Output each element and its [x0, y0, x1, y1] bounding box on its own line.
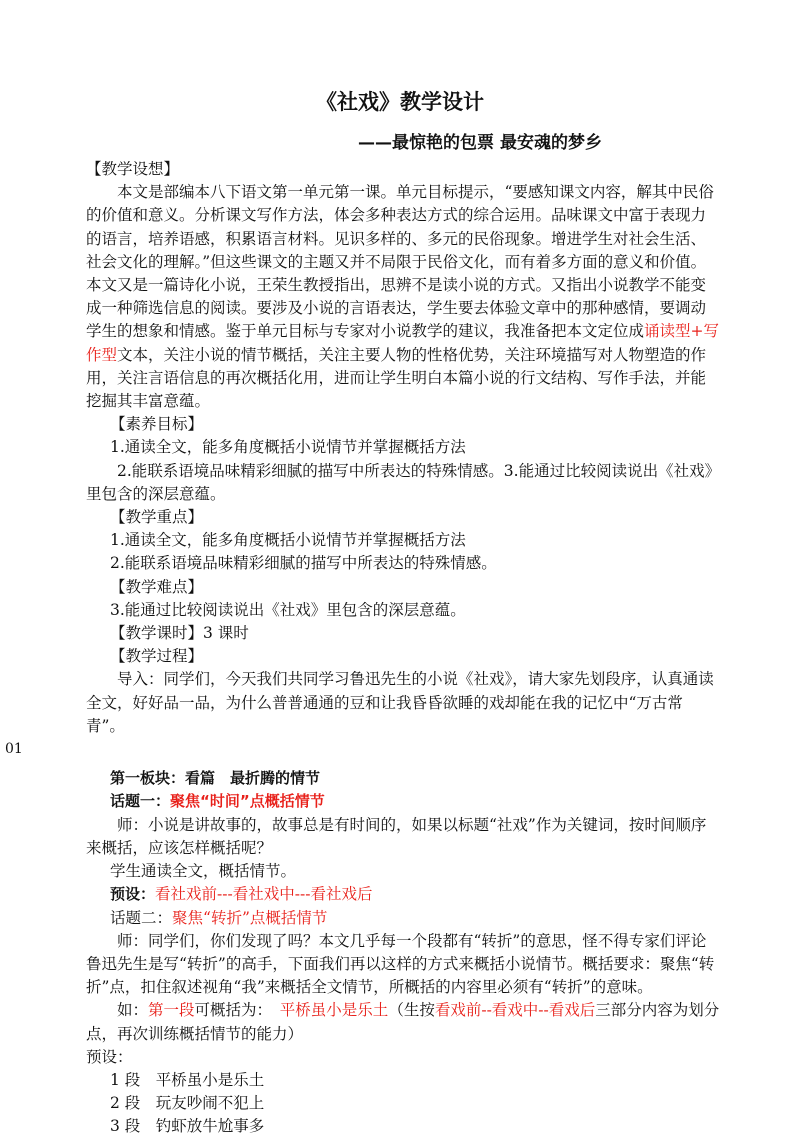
design-idea-heading: 【教学设想】	[86, 160, 180, 178]
difficulty-item-1: 3.能通过比较阅读说出《社戏》里包含的深层意蕴。	[110, 600, 466, 619]
preset-answer-1: 看社戏前---看社戏中---看社戏后	[155, 885, 373, 904]
example-summary: 平桥虽小是乐土	[279, 1001, 389, 1020]
key-points-heading: 【教学重点】	[110, 508, 204, 527]
process-heading: 【教学过程】	[110, 647, 204, 666]
example-division: 看戏前--看戏中--看戏后	[434, 1001, 596, 1020]
topic1-line	[86, 790, 720, 813]
document-body	[5, 158, 720, 1139]
section-marker	[0, 738, 720, 761]
list-item: 2 段 玩友吵闹不犯上	[110, 1094, 265, 1113]
list-item: 3 段 钓虾放牛尬事多	[110, 1117, 265, 1136]
topic2-title: 聚焦“转折”点概括情节	[172, 908, 328, 927]
key-points-item-2: 2.能联系语境品味精彩细腻的描写中所表达的特殊情感。	[110, 554, 497, 573]
teacher-question-1: 师：小说是讲故事的，故事总是有时间的，如果以标题“社戏”作为关键词，按时间顺序来概括，应该怎样概括呢？	[86, 815, 707, 857]
process-intro: 导入：同学们，今天我们共同学习鲁迅先生的小说《社戏》，请大家先划段序，认真通读全文，好好品一品，为什么普普通通的豆和让我昏昏欲睡的戏却能在我的记忆中“万古常青”。	[86, 670, 714, 735]
hours-heading: 【教学课时】	[110, 624, 204, 643]
example-mid: 可概括为：	[194, 1001, 280, 1020]
document-title: 《社戏》教学设计	[316, 90, 484, 114]
teacher-question-2: 师：同学们，你们发现了吗？本文几乎每一个段都有“转折”的意思，怪不得专家们评论鲁迅先生是写“转折”的高手，下面我们再以这样的方式来概括小说情节。概括要求：聚焦“转折”点，扣住叙述视角“我”来概括全文情节，所概括的内容里必须有“转折”的意味。	[86, 931, 715, 997]
list-item: 1 段 平桥虽小是乐土	[110, 1070, 265, 1089]
topic1-title: 聚焦“时间”点概括情节	[170, 792, 325, 811]
design-idea-text: 本文是部编本八下语文第一单元第一课。单元目标提示，“要感知课文内容，解其中民俗的价值和意义。分析课文写作方法，体会多种表达方式的综合运用。品味课文中富于表现力的语言，培养语感，积累语言材料。见识多样的、多元的民俗现象。增进学生对社会生活、社会文化的理解。”但这些课文的主题又并不局限于民俗文化，而有着多方面的意义和价值。本文又是一篇诗化小说，王荣生教授指出，思辨不是读小说的方式。又指出小说教学不能变成一种筛选信息的阅读。要涉及小说的言语表达，学生要去体验文章中的那种感情，要调动学生的想象和情感。鉴于单元目标与专家对小说教学的建议，我准备把本文定位成	[86, 183, 714, 341]
example-paragraph	[86, 999, 720, 1045]
students-activity-1: 学生通读全文，概括情节。	[110, 862, 297, 881]
difficulty-heading: 【教学难点】	[110, 577, 204, 596]
hours-line	[86, 622, 720, 645]
design-idea-text-tail: 文本，关注小说的情节概括，关注主要人物的性格优势，关注环境描写对人物塑造的作用，关注言语信息的再次概括化用，进而让学生明白本篇小说的行文结构、写作手法，并能挖掘其丰富意蕴。	[86, 345, 707, 411]
section1-heading: 第一板块：看篇 最折腾的情节	[110, 769, 321, 788]
preset-line-1	[86, 883, 720, 906]
example-paren-end: 三部分内容为划分点，再次训练概括情节的能力）	[86, 1001, 720, 1043]
example-paren-start: （生按	[388, 1001, 435, 1020]
section-marker-text: 01	[5, 741, 23, 758]
document-subtitle: ——最惊艳的包票 最安魂的梦乡	[358, 133, 602, 153]
example-paragraph-ref: 第一段	[148, 1001, 195, 1020]
design-idea-highlight: 诵读型+写作型	[86, 322, 720, 364]
topic2-label: 话题二：	[110, 908, 173, 927]
goals-heading: 【素养目标】	[110, 415, 204, 434]
preset-label-2: 预设：	[86, 1047, 133, 1066]
design-idea-paragraph	[86, 181, 720, 413]
topic2-line	[86, 907, 720, 930]
goals-item-1: 1.通读全文，能多角度概括小说情节并掌握概括方法	[110, 438, 466, 457]
hours-value: 3 课时	[203, 624, 249, 643]
key-points-item-1: 1.通读全文，能多角度概括小说情节并掌握概括方法	[110, 531, 466, 550]
example-prefix: 如：	[117, 1001, 149, 1020]
topic1-label: 话题一：	[110, 792, 171, 811]
preset-label-1: 预设：	[110, 885, 156, 904]
goals-item-2: 2.能联系语境品味精彩细腻的描写中所表达的特殊情感。3.能通过比较阅读说出《社戏》里包含的深层意蕴。	[86, 461, 713, 503]
